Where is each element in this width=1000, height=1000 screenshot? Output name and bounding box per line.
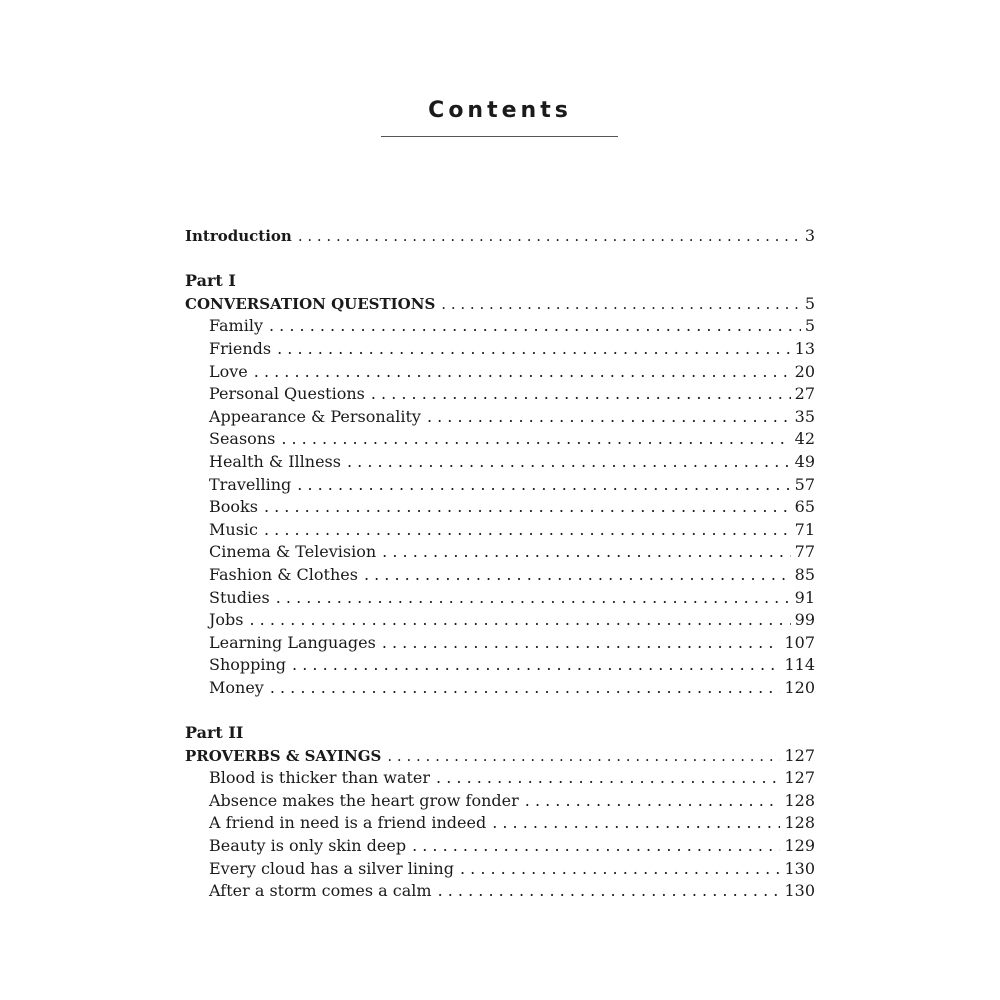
toc-section-heading[interactable] [185,293,815,316]
dot-leader [292,654,780,677]
dot-leader [525,790,781,813]
toc-page-number: 129 [784,836,815,856]
toc-page-number: 120 [784,677,815,697]
dot-leader [269,315,801,338]
toc-entry[interactable] [185,587,815,610]
toc-page-number: 49 [794,451,815,471]
dot-leader [254,361,791,384]
dot-leader [264,519,791,542]
toc-entry-label: Studies [209,587,270,607]
toc-page-number: 13 [794,338,815,358]
toc-entry-label: Seasons [209,429,276,449]
toc-entry-label: Blood is thicker than water [209,768,431,788]
toc-entry-label: Appearance & Personality [209,406,421,426]
toc-page-number: 65 [794,497,815,517]
dot-leader [387,745,780,768]
toc-entry-label: CONVERSATION QUESTIONS [185,294,436,313]
dot-leader [276,587,791,610]
toc-entry-label: Family [209,316,263,336]
toc-entry[interactable] [185,451,815,474]
toc-entry-label: Learning Languages [209,632,376,652]
toc-entry-label: Music [209,519,258,539]
toc-entry-label: Jobs [209,610,244,630]
section-gap [185,699,815,722]
dot-leader [270,677,781,700]
toc-entry-label: PROVERBS & SAYINGS [185,746,382,765]
toc-entry[interactable] [185,812,815,835]
dot-leader [382,541,790,564]
toc-entry[interactable] [185,564,815,587]
toc-entry[interactable] [185,654,815,677]
toc-entry-label: A friend in need is a friend indeed [209,813,487,833]
toc-page-number: 5 [804,316,815,336]
toc-entry[interactable] [185,383,815,406]
dot-leader [441,293,801,316]
title-underline [381,136,618,137]
toc-section-heading[interactable] [185,745,815,768]
dot-leader [364,564,791,587]
section-gap [185,248,815,271]
toc-entry[interactable] [185,428,815,451]
toc-entry-label: Fashion & Clothes [209,564,358,584]
toc-page-number: 3 [804,226,815,245]
toc-entry-label: Personal Questions [209,384,365,404]
dot-leader [371,383,791,406]
toc-page-number: 27 [794,384,815,404]
toc-entry[interactable] [185,474,815,497]
toc-page-number: 71 [794,519,815,539]
toc-page-number: 128 [784,813,815,833]
page-title: Contents [428,98,572,123]
toc-page-number: 20 [794,361,815,381]
part-label: Part II [185,723,244,743]
toc-entry-introduction[interactable] [185,225,815,248]
toc-part1-list [185,315,815,699]
toc-page-number: 130 [784,858,815,878]
dot-leader [438,880,781,903]
toc-entry-label: Every cloud has a silver lining [209,858,454,878]
dot-leader [297,474,790,497]
toc-entry-label: Cinema & Television [209,542,377,562]
dot-leader [347,451,791,474]
toc-page-number: 91 [794,587,815,607]
part-label: Part I [185,271,236,291]
toc-entry[interactable] [185,677,815,700]
dot-leader [250,609,791,632]
dot-leader [277,338,791,361]
toc-entry-label: Money [209,677,264,697]
toc-entry-label: Absence makes the heart grow fonder [209,790,519,810]
dot-leader [436,767,780,790]
toc-entry[interactable] [185,496,815,519]
dot-leader [427,406,791,429]
toc-page-number: 128 [784,790,815,810]
toc-page-number: 127 [784,745,815,765]
toc-page-number: 127 [784,768,815,788]
dot-leader [382,632,781,655]
toc-entry-label: Introduction [185,227,292,245]
dot-leader [412,835,780,858]
toc-entry[interactable] [185,541,815,564]
table-of-contents [185,225,815,903]
dot-leader [492,812,780,835]
toc-entry[interactable] [185,609,815,632]
dot-leader [264,496,791,519]
toc-entry-label: Shopping [209,655,287,675]
toc-entry-label: Travelling [209,474,292,494]
toc-entry[interactable] [185,880,815,903]
toc-entry[interactable] [185,767,815,790]
toc-page-number: 85 [794,564,815,584]
toc-page-number: 114 [784,655,815,675]
toc-part2-list [185,767,815,903]
toc-page-number: 99 [794,610,815,630]
dot-leader [298,225,801,248]
toc-entry-label: Health & Illness [209,451,341,471]
toc-entry[interactable] [185,361,815,384]
toc-page-number: 57 [794,474,815,494]
toc-entry[interactable] [185,315,815,338]
toc-page-number: 130 [784,881,815,901]
toc-entry-label: Love [209,361,248,381]
toc-page-number: 107 [784,632,815,652]
toc-entry[interactable] [185,338,815,361]
toc-entry-label: Books [209,497,258,517]
toc-entry[interactable] [185,406,815,429]
toc-page-number: 77 [794,542,815,562]
toc-entry-label: After a storm comes a calm [209,881,432,901]
toc-entry[interactable] [185,519,815,542]
dot-leader [281,428,790,451]
toc-entry-label: Beauty is only skin deep [209,836,407,856]
toc-entry[interactable] [185,858,815,881]
toc-page-number: 42 [794,429,815,449]
dot-leader [460,858,780,881]
toc-entry-label: Friends [209,338,272,358]
toc-entry[interactable] [185,790,815,813]
toc-page-number: 5 [804,293,815,313]
toc-page-number: 35 [794,406,815,426]
toc-entry[interactable] [185,632,815,655]
toc-entry[interactable] [185,835,815,858]
